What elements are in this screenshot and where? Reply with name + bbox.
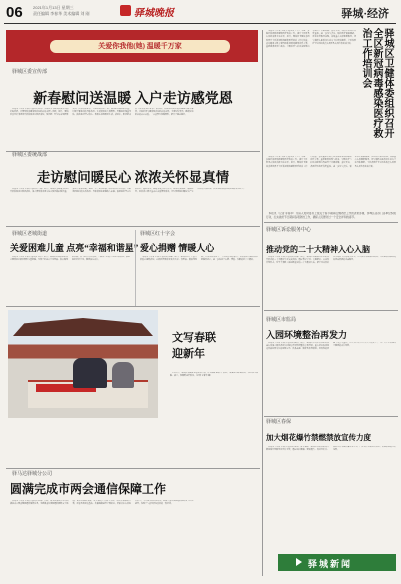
right1-headline-text: 驿城区卫健体委组织召开全区新冠病毒感染医疗救治工作培训会: [360, 28, 393, 138]
r2-kicker: 驿城区诉讼服务中心: [266, 227, 312, 233]
a4-headline: 爱心捐赠 情暖人心: [140, 243, 215, 253]
right1-headline: [360, 28, 398, 148]
banner: [6, 30, 258, 62]
a1-body: 本报讯（记者 李春华 通讯员 张伟）为弘扬中华民族扶贫济困的传统美德，让困难群众感受到党和政府的关怀与温暖，近日，驿城区委宣传部组织开展新春走访慰问活动。慰问组一行先后来到困难党员、困难群众家中，为他们送去米、面、油等慰问品和慰问金，详细了解他们的身体状况、生活情况和实际困难，叮嘱他们保重身体，鼓励他们坚定信心、积极乐观地面对生活。活动中，慰问组成员与困难群众拉家常、话冷暖，并就他们关心的问题进行耐心解答，让他们切实感受到党和政府的关怀。大家纷纷表示，感谢党和政府的关心关爱，一定会努力克服困难，把日子越过越好。: [10, 108, 194, 117]
r2-body: 本报讯（记者 李春华 通讯员 孙丽）近日，驿城区诉讼服务中心组织开展党的二十大精神学习交流活动，通过集中学习、专题研讨、交流发言等形式，引导干部职工深刻领会党的二十大精神实质，把学习成果转化为推动工作的强大动力，切实提升诉讼服务质效，为人民群众提供更加优质便捷的司法服务。: [266, 256, 396, 265]
news-photo: [8, 310, 158, 418]
a2-body: 本报讯（记者 李春华 通讯员 王磊）近日，驿城区委统战部组织开展新春走访慰问活动，深入困难群众家中送去慰问品和慰问金，并送上新春祝福。每到一户，慰问组都与困难群众亲切交谈，详细询问他们的生活状况、身体情况和家庭收入来源，鼓励他们坚定生活信心，战胜困难。统战部负责同志表示，将继续发挥统一战线优势，动员各方面力量关心关爱困难群众，切实帮助他们解决生产生活中的实际困难，把党和政府的温暖送到群众心坎上。: [10, 188, 246, 194]
a5-headline: 圆满完成市两会通信保障工作: [10, 482, 167, 496]
a1-headline: 新春慰问送温暖 入户走访感党恩: [33, 92, 233, 107]
right1-body-lower: 本报讯（记者 李春华 通讯员 王芳）为进一步做好新冠病毒感染医疗救治工作，提升全区医务人员救治能力和水平，近日，驿城区卫健体委组织召开全区新冠病毒感染医疗救治工作培训会。会议邀请市级专家围绕新冠病毒感染诊疗方案、重症患者识别与救治、分级诊疗与转诊流程等内容进行了详细讲解。会议要求，各医疗机构要高度重视，进一步压实责任，强化医疗资源储备，优化诊疗服务流程，加强重点人群健康服务，切实保障人民群众生命安全和身体健康。全区各医疗卫生机构负责人及医务人员代表参加培训。: [266, 156, 396, 168]
a3-kicker: 驿城区老城街道: [12, 231, 48, 237]
footer-band: [278, 554, 396, 571]
rule: [6, 306, 260, 307]
a3-body: 本报讯（记者 李春华 通讯员 刘洋）近日，驿城区老城街道组织志愿者走访辖区困难儿童家庭，为孩子们送去学习用品、新衣服等慰问品，并与家长亲切交流，了解孩子们的学习和生活情况，鼓励他们好好学习，健康快乐成长。: [10, 256, 130, 262]
photo-headline: [172, 330, 252, 362]
r3-body: 本报讯（记者 李春华 通讯员 钱伟）近日，驿城区市场监管局组织执法人员深入辖区各幼儿园周边开展环境整治专项行动，重点检查校园周边食品经营单位的证照公示、食品来源、储存条件等情况，对发现的问题当场责令整改，切实守护孩子们“舌尖上的安全”，为广大学生营造安全健康的成长环境。: [266, 342, 396, 351]
a1-kicker: 驿城区委宣传部: [12, 69, 48, 75]
logo-text: 驿城晚报: [134, 8, 174, 19]
a5-body: 本报讯（记者 李春华 通讯员 张强）日前，驿马达驿城分公司圆满完成市两会期间通信保障任务。为确保会议期间通信网络安全畅通，该公司提前部署，成立保障工作领导小组，制定详细保障方案，对会场及周边基站、传输线路进行全面排查，增派技术人员驻点值守，实行24小时值班制度，确保了会议期间通信网络安全稳定运行，得到了与会代表和委员的一致好评。: [10, 500, 194, 506]
newspaper-logo: [120, 4, 180, 18]
rule: [264, 310, 398, 311]
photo-caption: 1月11日，驿城区书法家协会组织开展“文写春联 迎新年”活动，书法家们挥毫泼墨，现场书写春联、福字，免费赠送给群众。（记者 李春华 摄）: [170, 372, 258, 378]
photo-headline-text: 文写春联 迎新年: [172, 332, 216, 360]
logo-seal-icon: [120, 5, 131, 16]
footer-text: 驿城新闻: [308, 559, 353, 569]
r3-headline: 入园环境整治再发力: [266, 330, 348, 340]
divider: [262, 30, 263, 576]
a4-kicker: 驿城区红十字会: [140, 231, 176, 237]
r4-body: 本报讯（记者 李春华 通讯员 周明）春节临近，驿城区多措并举加大烟花爆竹禁燃禁放宣传力度，通过悬挂横幅、张贴通告、发放宣传单、流动宣传车巡回播放等方式，广泛宣传禁燃禁放规定，营造浓厚的宣传氛围。: [266, 446, 396, 452]
photo-people: [73, 358, 107, 388]
masthead-editors: 责任编辑 李春华 美术编辑 刘 刚: [33, 11, 90, 16]
a2-headline: 走访慰问暖民心 浓浓关怀显真情: [36, 170, 230, 185]
r3-kicker: 驿城区市监局: [266, 317, 297, 323]
photo-people: [112, 362, 134, 388]
photo-building: [13, 318, 153, 336]
right1-body: 本报讯（记者 李春华 通讯员 王芳）为进一步做好新冠病毒感染医疗救治工作，提升全区医务人员救治能力和水平，近日，驿城区卫健体委组织召开全区新冠病毒感染医疗救治工作培训会。会议邀请市级专家围绕新冠病毒感染诊疗方案、重症患者识别与救治、分级诊疗与转诊流程等内容进行了详细讲解。会议要求，各医疗机构要高度重视，进一步压实责任，强化医疗资源储备，优化诊疗服务流程，加强重点人群健康服务，切实保障人民群众生命安全和身体健康。全区各医疗卫生机构负责人及医务人员代表参加培训。: [266, 30, 356, 49]
a3-headline: 关爱困难儿童 点亮“幸福和谐星”: [10, 243, 139, 253]
a4-body: 本报讯（记者 李春华 通讯员 赵敏）近日，驿城区红十字会开展爱心捐赠活动，向辖区困难群众发放大米、食用油、棉被等物资，让困难群众过上一个温暖祥和的春节。此次活动共惠及困难家庭百余户，进一步弘扬了人道、博爱、奉献的红十字精神。: [140, 256, 258, 262]
r4-kicker: 驿城区春保: [266, 419, 292, 425]
rule: [6, 468, 260, 469]
notice-body: 本报讯（记者 李春华）为深入贯彻落实上级关于春节期间疫情防控工作的决策部署，驿城区各部门各单位积极行动，扎实做好节日期间各项防控工作，确保人民群众过一个安全祥和的春节。: [266, 212, 396, 219]
masthead-rule: [4, 23, 396, 24]
a5-kicker: 驿马达驿城分公司: [12, 471, 53, 477]
rule: [264, 416, 398, 417]
banner-text: 关爱你我他(她) 温暖千万家: [50, 40, 230, 53]
divider: [135, 230, 136, 306]
footer-arrow-icon: [296, 558, 302, 566]
rule: [6, 226, 260, 227]
r2-headline: 推动党的二十大精神入心入脑: [266, 245, 370, 254]
section-title: 驿城·经济: [341, 8, 389, 20]
masthead-date: 2021年1月13日 星期三: [33, 5, 74, 10]
page-number: 06: [6, 4, 23, 21]
rule: [264, 222, 398, 223]
a2-kicker: 驿城区委统战部: [12, 152, 48, 158]
r4-headline: 加大烟花爆竹禁燃禁放宣传力度: [266, 433, 371, 442]
